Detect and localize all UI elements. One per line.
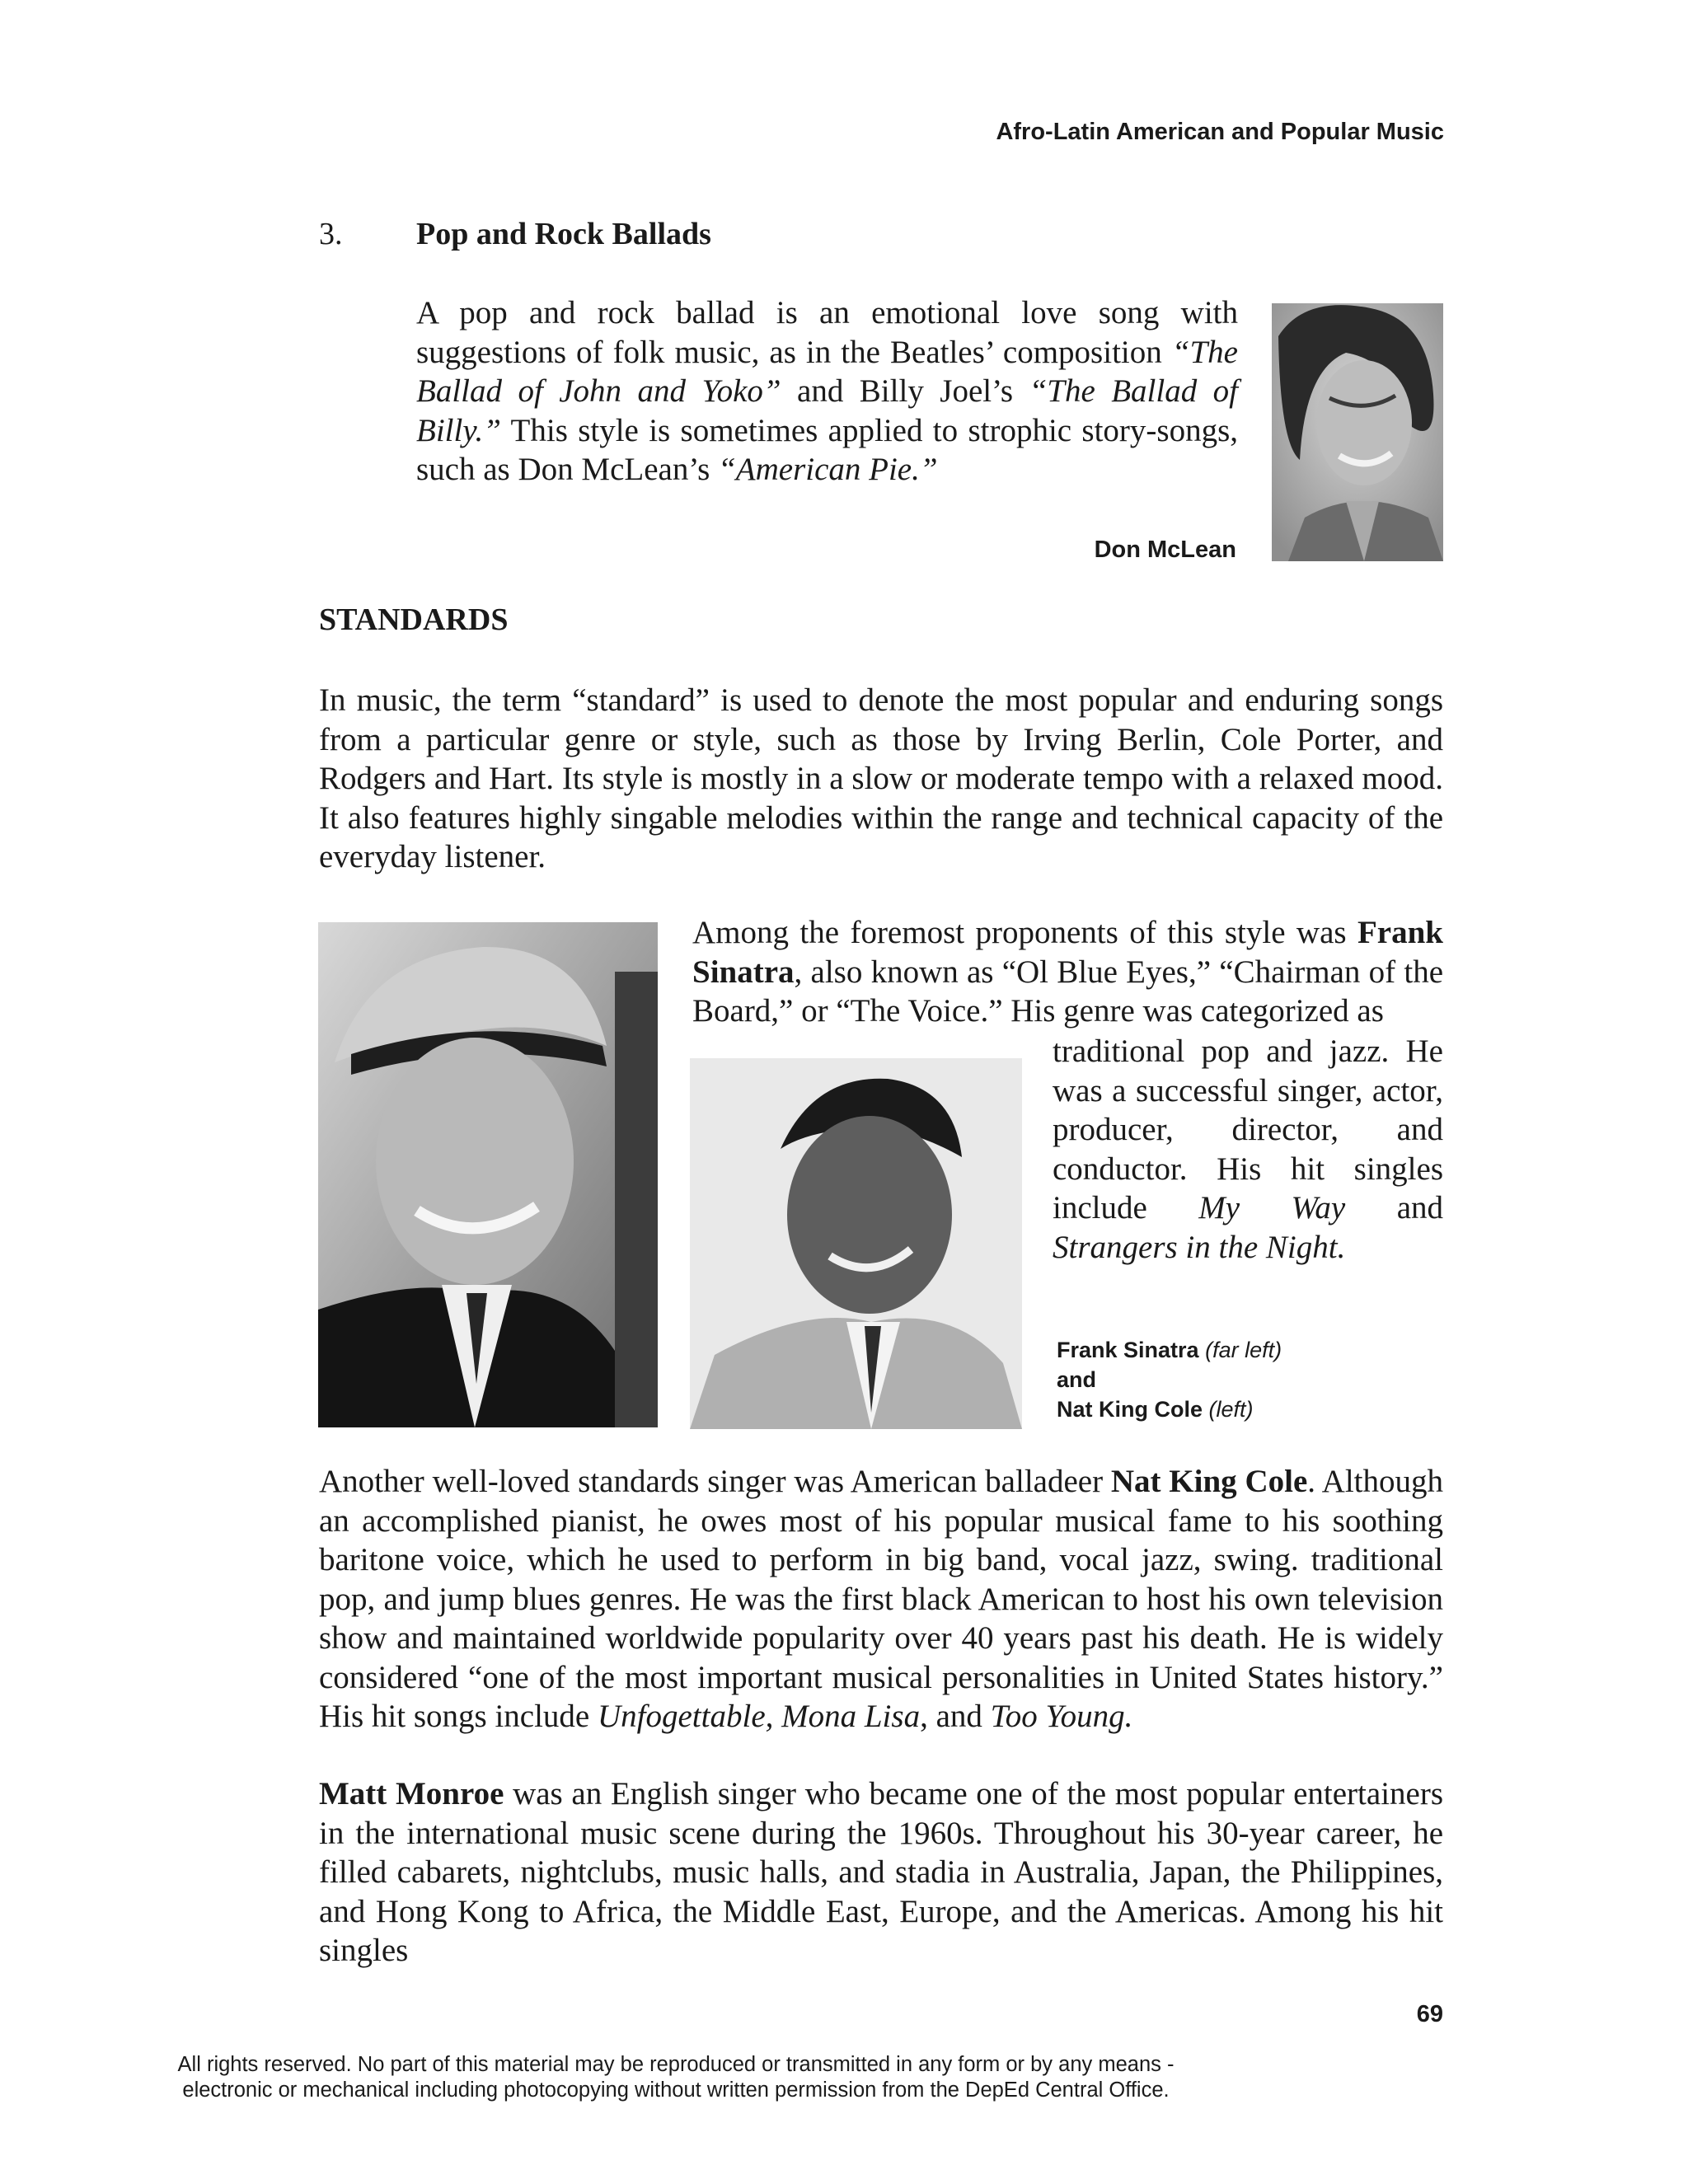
nat-king-cole-photo <box>690 1058 1022 1429</box>
copyright-line: electronic or mechanical including photocopying without written permission from the DepEd Central Office. <box>182 2079 1170 2102</box>
photo-caption-sinatra-cole <box>1057 1335 1282 1424</box>
text-span: and <box>1345 1190 1444 1226</box>
text-span: was an English singer who became one of the most popular entertainers in the international music scene during the 1960s. Throughout his 30-year career, he filled cabarets, nightclubs, music halls, and stadia in Australia, Japan, the Philippines, and Hong Kong to Africa, the Middle East, Europe, and the Americas. Among his hit singles <box>319 1776 1444 1968</box>
running-header: Afro-Latin American and Popular Music <box>996 119 1444 145</box>
ballad-paragraph <box>416 293 1238 490</box>
photo-caption-don-mclean: Don McLean <box>1094 537 1236 563</box>
section-title: Pop and Rock Ballads <box>416 217 711 251</box>
text-span: and Billy Joel’s <box>781 373 1029 409</box>
caption-name: Frank Sinatra <box>1057 1338 1199 1362</box>
caption-line <box>1057 1394 1282 1424</box>
sinatra-paragraph <box>692 913 1443 1031</box>
page-number: 69 <box>1416 2001 1443 2027</box>
caption-line <box>1057 1365 1282 1394</box>
text-span: , and <box>920 1699 991 1734</box>
text-span: Another well-loved standards singer was American balladeer <box>319 1464 1111 1499</box>
standards-paragraph: In music, the term “standard” is used to denote the most popular and enduring songs from a particular genre or style, such as those by Irving Berlin, Cole Porter, and Rodgers and Hart. Its style is mostly in a slow or moderate tempo with a relaxed mood. It also features highly singable melodies within the range and technical capacity of the everyday listener. <box>319 682 1443 874</box>
matt-monroe-paragraph <box>319 1774 1443 1971</box>
name-frank-sinatra: Frank Sinatra <box>692 915 1443 990</box>
song-title: “American Pie.” <box>718 452 938 487</box>
text-span: This style is sometimes applied to strophic story-songs, such as Don McLean’s <box>416 412 1238 487</box>
song-title: Too Young. <box>990 1699 1133 1734</box>
song-title: My Way <box>1198 1190 1346 1226</box>
song-title: Unfogettable, Mona Lisa <box>598 1699 921 1734</box>
caption-position: (left) <box>1208 1397 1254 1422</box>
caption-position: (far left) <box>1205 1338 1282 1362</box>
text-span: . Although an accomplished pianist, he owes most of his popular musical fame to his soothing baritone voice, which he used to perform in big band, vocal jazz, swing. traditional pop, and jump blues genres. He was the first black American to host his own television show and maintained worldwide popularity over 40 years past his death. He is widely considered “one of the most important musical personalities in United States history.” His hit songs include <box>319 1464 1443 1734</box>
don-mclean-photo <box>1272 303 1443 561</box>
song-title: Strangers in the Night. <box>1053 1229 1346 1265</box>
text-span: Among the foremost proponents of this style was <box>692 915 1357 950</box>
text-span: traditional pop and jazz. He was a successful singer, actor, producer, director, and conductor. His hit singles include <box>1053 1033 1443 1226</box>
frank-sinatra-photo <box>318 922 658 1427</box>
caption-name: Nat King Cole <box>1057 1397 1203 1422</box>
copyright-notice <box>0 2052 1352 2103</box>
copyright-line: All rights reserved. No part of this material may be reproduced or transmitted in any form or by any means - <box>177 2053 1175 2076</box>
song-title: “The Ballad of Billy.” <box>416 373 1238 448</box>
song-title: “The Ballad of John and Yoko” <box>416 334 1238 409</box>
section-number: 3. <box>319 217 343 251</box>
standards-heading: STANDARDS <box>319 602 509 637</box>
text-span: , also known as “Ol Blue Eyes,” “Chairman of the Board,” or “The Voice.” His genre was categorized as <box>692 954 1443 1029</box>
name-nat-king-cole: Nat King Cole <box>1110 1464 1308 1499</box>
name-matt-monroe: Matt Monroe <box>319 1776 504 1811</box>
text-span: A pop and rock ballad is an emotional love song with suggestions of folk music, as in the Beatles’ composition <box>416 295 1238 370</box>
caption-line <box>1057 1335 1282 1365</box>
caption-and: and <box>1057 1367 1097 1392</box>
nat-king-cole-paragraph <box>319 1462 1443 1736</box>
sinatra-paragraph-continued <box>1053 1032 1443 1267</box>
